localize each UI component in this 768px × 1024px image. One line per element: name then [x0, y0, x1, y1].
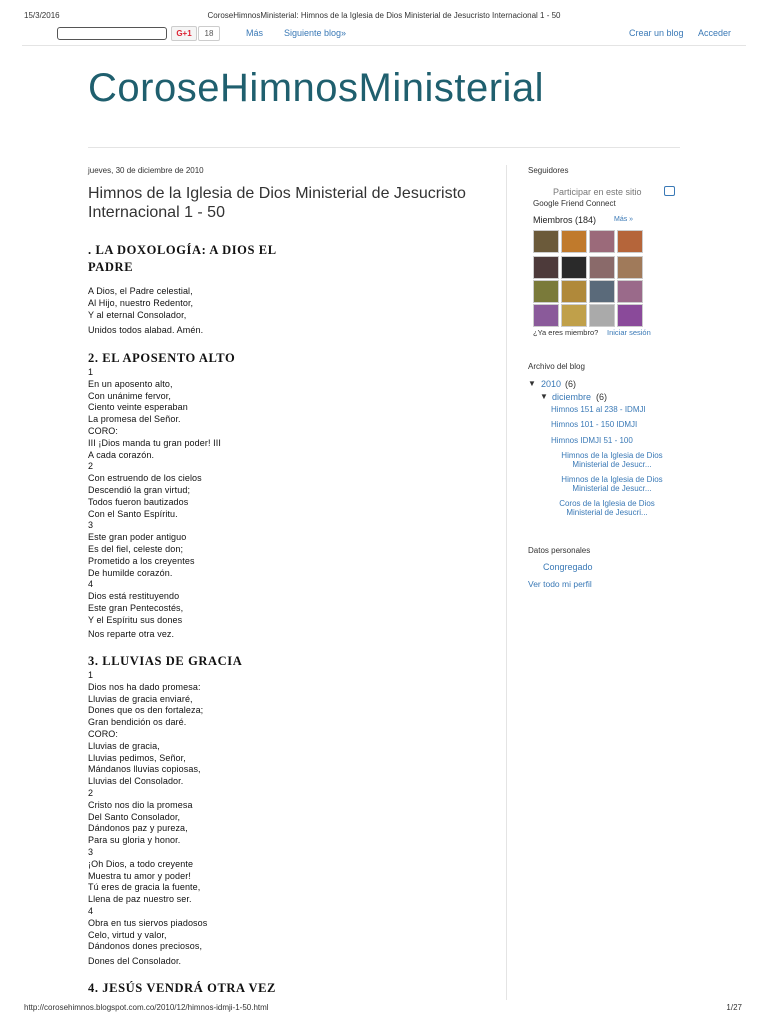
- hymn-3-heading: 3. LLUVIAS DE GRACIA: [88, 654, 243, 668]
- avatar[interactable]: [561, 256, 587, 279]
- avatar[interactable]: [589, 304, 615, 327]
- avatar[interactable]: [617, 280, 643, 303]
- lyric-line: III ¡Dios manda tu gran poder! III: [88, 437, 221, 448]
- header-divider: [88, 147, 680, 148]
- sign-in-link[interactable]: Acceder: [698, 28, 732, 38]
- hymn-1-heading: . LA DOXOLOGÍA: A DIOS EL: [88, 243, 277, 257]
- avatar[interactable]: [589, 256, 615, 279]
- navbar-divider: [22, 45, 746, 46]
- members-count: Miembros (184): [533, 215, 597, 225]
- avatar[interactable]: [561, 230, 587, 253]
- lyric-line: Del Santo Consolador,: [88, 811, 181, 822]
- create-blog-link[interactable]: Crear un blog: [629, 28, 684, 38]
- lyric-line: ¡Oh Dios, a todo creyente: [88, 858, 194, 869]
- hymn-1-heading-cont: PADRE: [88, 260, 134, 274]
- sign-in-member-link[interactable]: Iniciar sesión: [607, 328, 651, 337]
- archive-post-link[interactable]: Himnos de la Iglesia de Dios Ministerial de Jesucr...: [561, 451, 663, 469]
- profile-name-link[interactable]: Congregado: [543, 562, 593, 572]
- lyric-line: Prometido a los creyentes: [88, 555, 195, 566]
- avatar[interactable]: [617, 230, 643, 253]
- lyric-line: Lluvias de gracia enviaré,: [88, 693, 193, 704]
- lyric-line: CORO:: [88, 728, 119, 739]
- lyric-line: Con unánime fervor,: [88, 390, 171, 401]
- hymn-3-lines: [88, 670, 207, 953]
- lyric-line: Cristo nos dio la promesa: [88, 799, 193, 810]
- followers-heading: Seguidores: [528, 166, 569, 175]
- archive-post-link[interactable]: Himnos de la Iglesia de Dios Ministerial de Jesucr...: [561, 475, 663, 493]
- lyric-line: 2: [88, 461, 94, 472]
- lyric-line: Este gran poder antiguo: [88, 532, 187, 543]
- gplus-count: 18: [198, 26, 220, 41]
- lyric-line: Muestra tu amor y poder!: [88, 870, 191, 881]
- lyric-line: A Dios, el Padre celestial,: [88, 286, 193, 296]
- personal-heading: Datos personales: [528, 546, 591, 555]
- hymn-2-heading: 2. EL APOSENTO ALTO: [88, 351, 236, 365]
- view-profile-link[interactable]: Ver todo mi perfil: [528, 579, 592, 589]
- avatar[interactable]: [533, 230, 559, 253]
- archive-month-link[interactable]: diciembre: [552, 392, 592, 402]
- lyric-line: Lluvias del Consolador.: [88, 776, 184, 787]
- lyric-line: 2: [88, 787, 94, 798]
- avatar[interactable]: [533, 256, 559, 279]
- lyric-line: 3: [88, 520, 94, 531]
- avatar[interactable]: [561, 280, 587, 303]
- print-title: CoroseHimnosMinisterial: Himnos de la Iglesia de Dios Ministerial de Jesucristo Internacional 1 - 50: [207, 11, 561, 20]
- archive-heading: Archivo del blog: [528, 362, 585, 371]
- triangle-down-icon[interactable]: ▼: [528, 379, 536, 388]
- lyric-line: Dones que os den fortaleza;: [88, 705, 204, 716]
- lyric-line: Tú eres de gracia la fuente,: [88, 882, 201, 893]
- lyric-line: Dios nos ha dado promesa:: [88, 681, 201, 692]
- lyric-line: 1: [88, 670, 94, 680]
- lyric-line: Gran bendición os daré.: [88, 717, 187, 728]
- gfc-label: Google Friend Connect: [533, 199, 616, 208]
- lyric-line: Para su gloria y honor.: [88, 835, 181, 846]
- avatar[interactable]: [533, 304, 559, 327]
- print-date: 15/3/2016: [24, 11, 60, 20]
- join-site-link[interactable]: Participar en este sitio: [553, 187, 642, 197]
- archive-year-count: (6): [565, 379, 576, 389]
- gplus-button[interactable]: G+1: [171, 26, 197, 41]
- hymn-2-lines: [88, 367, 221, 627]
- gfc-icon: [664, 186, 675, 196]
- lyric-line: A cada corazón.: [88, 449, 155, 460]
- blog-title[interactable]: CoroseHimnosMinisterial: [88, 66, 545, 110]
- archive-post-link[interactable]: Himnos IDMJI 51 - 100: [551, 436, 633, 445]
- hymn-4-heading: 4. JESÚS VENDRÁ OTRA VEZ: [88, 981, 276, 995]
- lyric-line: Dándonos paz y pureza,: [88, 823, 188, 834]
- more-members-link[interactable]: Más »: [614, 216, 634, 223]
- archive-post-link[interactable]: Coros de la Iglesia de Dios Ministerial de Jesucri...: [559, 499, 655, 517]
- lyric-line: Obra en tus siervos piadosos: [88, 917, 208, 928]
- lyric-line: Descendió la gran virtud;: [88, 484, 191, 495]
- lyric-line: Con estruendo de los cielos: [88, 473, 202, 484]
- avatar[interactable]: [617, 256, 643, 279]
- print-page-number: 1/27: [726, 1003, 742, 1012]
- avatar[interactable]: [561, 304, 587, 327]
- lyric-line: 3: [88, 846, 94, 857]
- hymn-1-lines: [88, 286, 193, 321]
- lyric-line: 4: [88, 905, 94, 916]
- lyric-line: Nos reparte otra vez.: [88, 629, 175, 639]
- triangle-down-icon[interactable]: ▼: [540, 392, 548, 401]
- lyric-line: Al Hijo, nuestro Redentor,: [88, 297, 194, 308]
- lyric-line: Este gran Pentecostés,: [88, 602, 184, 613]
- lyric-line: Lluvias de gracia,: [88, 740, 160, 751]
- lyric-line: Dándonos dones preciosos,: [88, 941, 203, 952]
- lyric-line: Dones del Consolador.: [88, 956, 182, 966]
- archive-post-link[interactable]: Himnos 151 al 238 - IDMJI: [551, 405, 646, 414]
- lyric-line: Es del fiel, celeste don;: [88, 543, 184, 554]
- next-blog-link[interactable]: Siguiente blog»: [284, 28, 347, 38]
- avatar[interactable]: [589, 280, 615, 303]
- lyric-line: Celo, virtud y valor,: [88, 929, 167, 940]
- post-date: jueves, 30 de diciembre de 2010: [88, 166, 204, 175]
- lyric-line: Unidos todos alabad. Amén.: [88, 325, 204, 335]
- more-link[interactable]: Más: [246, 28, 264, 38]
- archive-post-link[interactable]: Himnos 101 - 150 IDMJI: [551, 420, 638, 429]
- lyric-line: Dios está restituyendo: [88, 591, 180, 602]
- avatar[interactable]: [617, 304, 643, 327]
- post-title[interactable]: Himnos de la Iglesia de Dios Ministerial de Jesucristo Internacional 1 - 50: [88, 185, 466, 221]
- already-member-text: ¿Ya eres miembro?: [533, 328, 599, 337]
- lyric-line: Ciento veinte esperaban: [88, 402, 188, 413]
- lyric-line: Llena de paz nuestro ser.: [88, 894, 192, 905]
- sidebar-divider: [506, 165, 507, 1000]
- lyric-line: Lluvias pedimos, Señor,: [88, 752, 186, 763]
- avatar[interactable]: [533, 280, 559, 303]
- lyric-line: De humilde corazón.: [88, 567, 173, 578]
- print-url: http://corosehimnos.blogspot.com.co/2010/12/himnos-idmji-1-50.html: [24, 1003, 269, 1012]
- lyric-line: 4: [88, 579, 94, 590]
- lyric-line: Y el Espíritu sus dones: [88, 614, 183, 625]
- avatar[interactable]: [589, 230, 615, 253]
- lyric-line: Todos fueron bautizados: [88, 496, 189, 507]
- lyric-line: Con el Santo Espíritu.: [88, 508, 178, 519]
- archive-month-count: (6): [596, 392, 607, 402]
- lyric-line: Mándanos lluvias copiosas,: [88, 764, 201, 775]
- lyric-line: 1: [88, 367, 94, 377]
- lyric-line: Y al eternal Consolador,: [88, 309, 187, 320]
- archive-year-link[interactable]: 2010: [541, 379, 562, 389]
- lyric-line: La promesa del Señor.: [88, 414, 181, 425]
- lyric-line: CORO:: [88, 425, 119, 436]
- search-input[interactable]: [57, 27, 167, 40]
- lyric-line: En un aposento alto,: [88, 378, 173, 389]
